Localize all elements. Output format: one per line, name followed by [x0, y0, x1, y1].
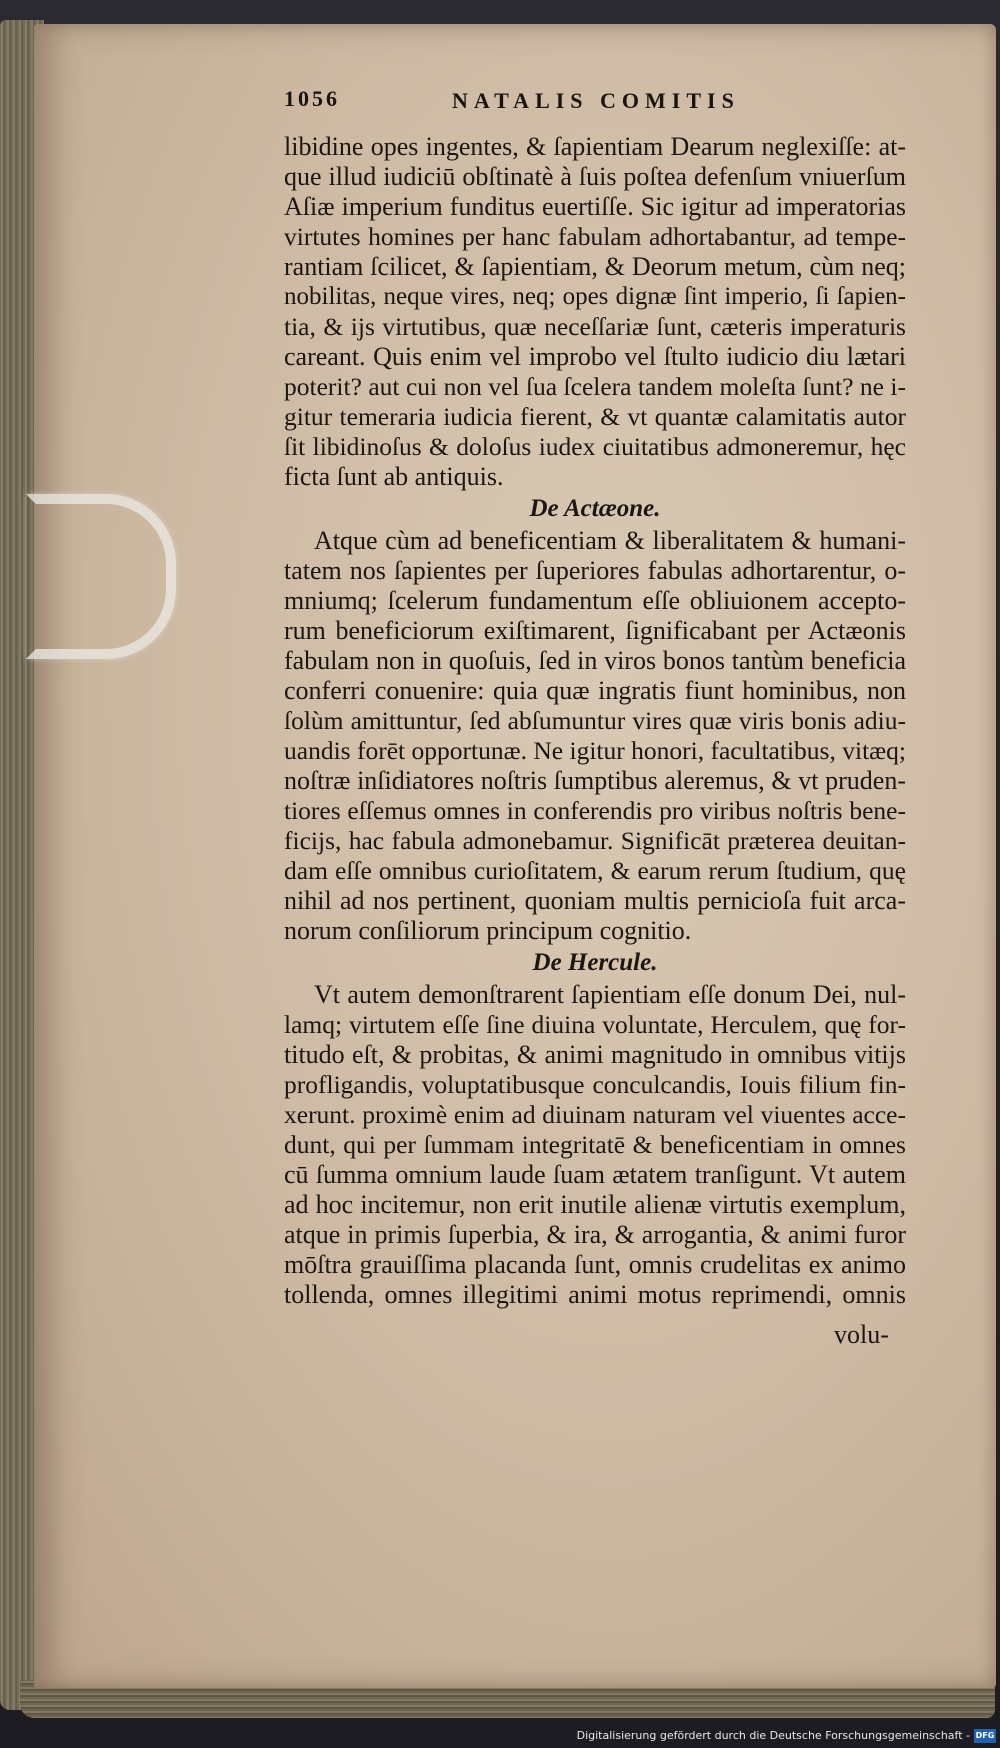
- text-line: mniumq; ſcelerum fundamentum eſſe obliuionem accepto-: [284, 586, 906, 615]
- text-line: poterit? aut cui non vel ſua ſcelera tandem moleſta ſunt? ne i-: [284, 372, 906, 401]
- running-head: [284, 86, 904, 120]
- text-line: rantiam ſcilicet, & ſapientiam, & Deorum metum, cùm neq;: [284, 252, 906, 281]
- text-line: Aſiæ imperium funditus euertiſſe. Sic igitur ad imperatorias: [284, 192, 906, 221]
- text-line: que illud iudiciū obſtinatè à ſuis poſtea defenſum vniuerſum: [284, 162, 906, 191]
- text-line: norum conſiliorum principum cognitio.: [284, 916, 692, 945]
- text-line: dunt, qui per ſummam integritatē & beneficentiam in omnes: [284, 1130, 906, 1159]
- text-line: tollenda, omnes illegitimi animi motus reprimendi, omnis: [284, 1280, 906, 1309]
- text-line: nihil ad nos pertinent, quoniam multis pernicioſa fuit arca-: [284, 886, 906, 915]
- text-line: dam eſſe omnibus curioſitatem, & earum rerum ſtudium, quę: [284, 856, 906, 885]
- section-heading-hercules: De Hercule.: [532, 949, 658, 976]
- text-line: ſolùm amittuntur, ſed abſumuntur vires quæ viris bonis adiu-: [284, 706, 906, 735]
- page-clip: [26, 494, 176, 659]
- text-line: nobilitas, neque vires, neq; opes dignæ ſint imperio, ſi ſapien-: [284, 283, 906, 310]
- section-heading-actaeon: De Actæone.: [529, 495, 661, 522]
- text-line: ficta ſunt ab antiquis.: [284, 462, 504, 491]
- running-head-title: NATALIS COMITIS: [452, 88, 740, 113]
- text-line: tia, & ijs virtutibus, quæ neceſſariæ ſunt, cæteris imperaturis: [284, 312, 906, 341]
- text-line: xerunt. proximè enim ad diuinam naturam vel viuentes acce-: [284, 1100, 906, 1129]
- text-line: cū ſumma omnium laude ſuam ætatem tranſigunt. Vt autem: [284, 1160, 906, 1189]
- text-line: profligandis, voluptatibusque conculcandis, Iouis filium fin-: [284, 1070, 906, 1099]
- text-line: uandis forēt opportunæ. Ne igitur honori, facultatibus, vitæq;: [284, 736, 906, 765]
- digitization-credit: Digitalisierung gefördert durch die Deutsche Forschungsgemeinschaft -: [576, 1729, 970, 1742]
- text-line: virtutes homines per hanc fabulam adhortabantur, ad tempe-: [284, 222, 906, 251]
- text-line: gitur temeraria iudicia fierent, & vt quantæ calamitatis autor: [284, 402, 906, 431]
- text-line: atque in primis ſuperbia, & ira, & arrogantia, & animi furor: [284, 1220, 906, 1249]
- text-line: titudo eſt, & probitas, & animi magnitudo in omnibus vitijs: [284, 1040, 906, 1069]
- text-line: noſtræ inſidiatores noſtris ſumptibus aleremus, & vt pruden-: [284, 766, 906, 795]
- dfg-logo-icon: DFG: [974, 1729, 996, 1743]
- text-line: careant. Quis enim vel improbo vel ſtulto iudicio diu lætari: [284, 342, 906, 371]
- text-line: Atque cùm ad beneficentiam & liberalitatem & humani-: [314, 526, 906, 555]
- text-line: Vt autem demonſtrarent ſapientiam eſſe donum Dei, nul-: [314, 980, 906, 1009]
- book-page: [34, 24, 996, 1688]
- text-line: ficijs, hac fabula admonebamur. Significāt præterea deuitan-: [284, 826, 906, 855]
- text-line: ad hoc incitemur, non erit inutile alienæ virtutis exemplum,: [284, 1190, 906, 1219]
- text-line: tiores eſſemus omnes in conferendis pro viribus noſtris bene-: [284, 796, 906, 825]
- text-line: conferri conuenire: quia quæ ingratis fiunt hominibus, non: [284, 676, 906, 705]
- text-line: libidine opes ingentes, & ſapientiam Dearum neglexiſſe: at-: [284, 132, 906, 161]
- page-number: 1056: [284, 86, 340, 111]
- catchword: volu-: [834, 1320, 889, 1349]
- text-line: rum beneficiorum exiſtimarent, ſignificabant per Actæonis: [284, 616, 906, 645]
- text-line: lamq; virtutem eſſe ſine diuina voluntate, Herculem, quę for-: [284, 1010, 906, 1039]
- text-line: fabulam non in quoſuis, ſed in viros bonos tantùm beneficia: [284, 646, 906, 675]
- text-line: ſit libidinoſus & doloſus iudex ciuitatibus admoneremur, hęc: [284, 432, 906, 461]
- text-line: mōſtra grauiſſima placanda ſunt, omnis crudelitas ex animo: [284, 1250, 906, 1279]
- text-line: tatem nos ſapientes per ſuperiores fabulas adhortarentur, o-: [284, 556, 906, 585]
